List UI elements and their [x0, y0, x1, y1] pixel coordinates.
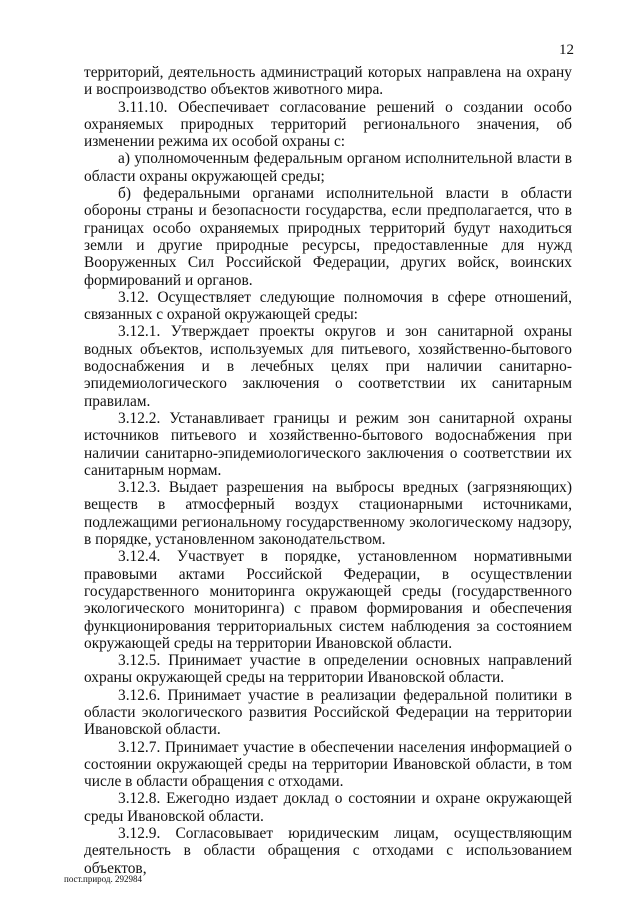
paragraph-continuation: территорий, деятельность администраций которых направлена на охрану и воспроизводство объектов животного мира. [84, 64, 572, 99]
paragraph-3-12-4: 3.12.4. Участвует в порядке, установленном нормативными правовыми актами Российской Федерации, в осуществлении государственного мониторинга окружающей среды (государственного экологического мониторинга) с правом формирования и обеспечения функционирования территориальных систем наблюдения за состоянием окружающей среды на территории Ивановской области. [84, 548, 572, 652]
paragraph-3-11-10: 3.11.10. Обеспечивает согласование решений о создании особо охраняемых природных территорий регионального значения, об изменении режима их особой охраны с: [84, 98, 572, 151]
paragraph-3-12-2: 3.12.2. Устанавливает границы и режим зон санитарной охраны источников питьевого и хозяйственно-бытового водоснабжения при наличии санитарно-эпидемиологического заключения о соответствии их санитарным нормам. [84, 409, 572, 479]
paragraph-item-b: б) федеральными органами исполнительной власти в области обороны страны и безопасности государства, если предполагается, что в границах особо охраняемых природных территорий будут находиться земли и другие природные ресурсы, предоставленные для нужд Вооруженных Сил Российской Федерации, других войск, воинских формирований и органов. [84, 185, 572, 289]
paragraph-3-12-9: 3.12.9. Согласовывает юридическим лицам, осуществляющим деятельность в области обращения с отходами с использованием объектов, [84, 825, 572, 877]
paragraph-3-12-1: 3.12.1. Утверждает проекты округов и зон санитарной охраны водных объектов, используемых для питьевого, хозяйственно-бытового водоснабжения и в лечебных целях при наличии санитарно-эпидемиологического заключения о соответствии их санитарным правилам. [84, 323, 572, 410]
paragraph-3-12-7: 3.12.7. Принимает участие в обеспечении населения информацией о состоянии окружающей среды на территории Ивановской области, в том числе в области обращения с отходами. [84, 738, 572, 791]
paragraph-3-12-8: 3.12.8. Ежегодно издает доклад о состоянии и охране окружающей среды Ивановской области. [84, 790, 572, 825]
document-body [84, 64, 572, 877]
footer-document-code: пост.природ. 292984 [64, 874, 142, 884]
paragraph-3-12-3: 3.12.3. Выдает разрешения на выбросы вредных (загрязняющих) веществ в атмосферный воздух стационарными источниками, подлежащими региональному государственному экологическому надзору, в порядке, установленном законодательством. [84, 479, 572, 549]
paragraph-3-12-5: 3.12.5. Принимает участие в определении основных направлений охраны окружающей среды на территории Ивановской области. [84, 652, 572, 687]
paragraph-item-a: а) уполномоченным федеральным органом исполнительной власти в области охраны окружающей среды; [84, 150, 572, 185]
paragraph-3-12: 3.12. Осуществляет следующие полномочия в сфере отношений, связанных с охраной окружающей среды: [84, 288, 572, 324]
paragraph-3-12-6: 3.12.6. Принимает участие в реализации федеральной политики в области экологического развития Российской Федерации на территории Ивановской области. [84, 686, 572, 739]
page-number: 12 [559, 42, 574, 58]
